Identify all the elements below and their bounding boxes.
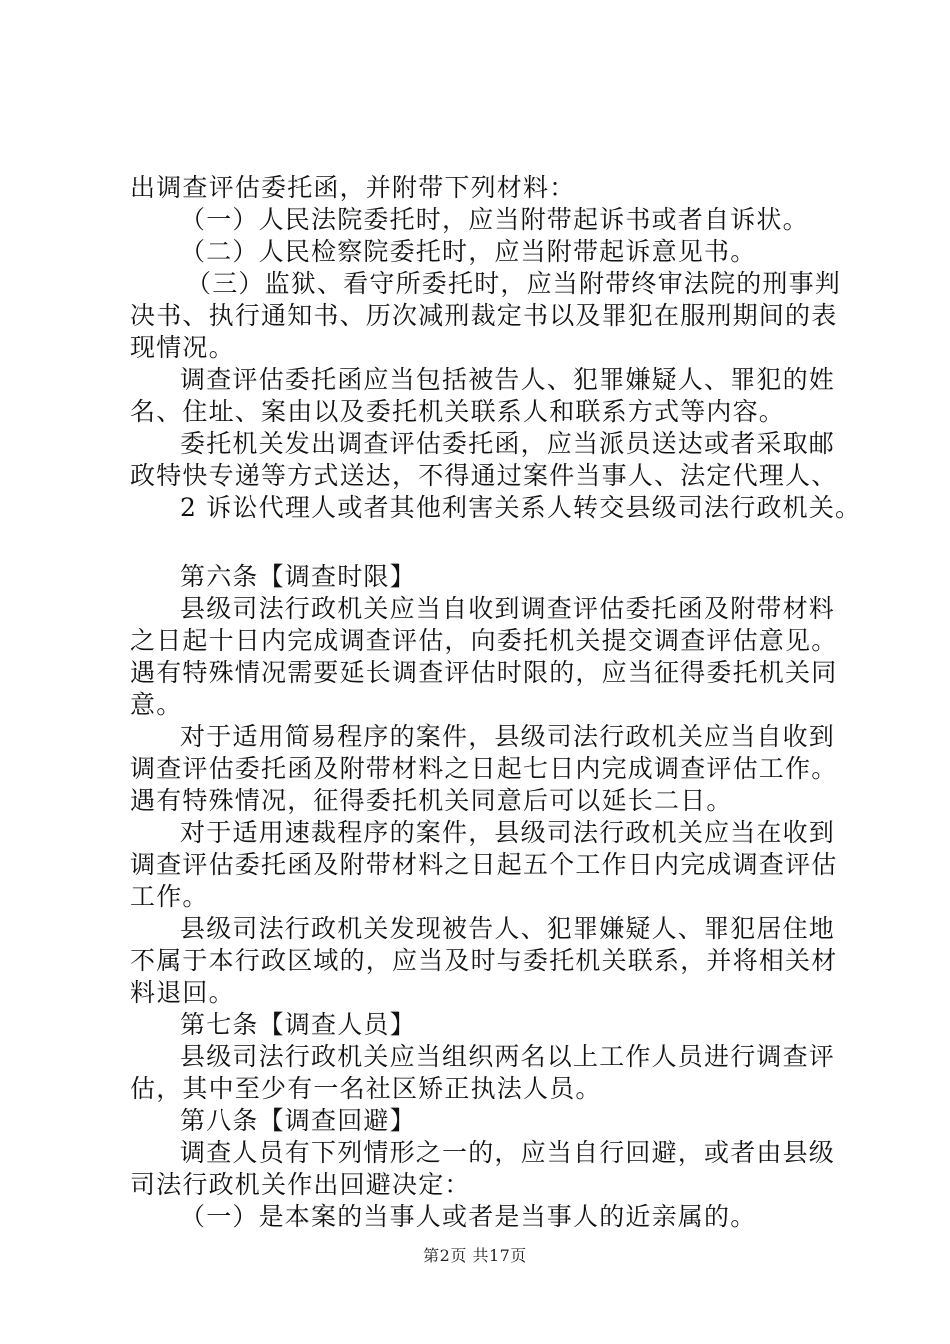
text-line: 遇有特殊情况，征得委托机关同意后可以延长二日。 (130, 786, 733, 815)
text-line: 意。 (130, 690, 183, 719)
text-line: 司法行政机关作出回避决定： (130, 1170, 471, 1199)
text-line: 工作。 (130, 882, 209, 911)
text-line: （二）人民检察院委托时，应当附带起诉意见书。 (180, 237, 757, 266)
page-number-footer: 第2页 共17页 (423, 1246, 527, 1265)
text-line: 调查评估委托函应当包括被告人、犯罪嫌疑人、罪犯的姓 (180, 365, 836, 394)
text-line: 调查评估委托函及附带材料之日起五个工作日内完成调查评估 (130, 850, 838, 879)
text-line: （一）人民法院委托时，应当附带起诉书或者自诉状。 (180, 205, 809, 234)
section-heading: 第七条【调查人员】 (180, 1010, 416, 1039)
text-line: （一）是本案的当事人或者是当事人的近亲属的。 (180, 1202, 757, 1231)
text-line: 委托机关发出调查评估委托函，应当派员送达或者采取邮 (180, 429, 836, 458)
text-line: 政特快专递等方式送达，不得通过案件当事人、法定代理人、 (130, 461, 838, 490)
text-line: 调查人员有下列情形之一的，应当自行回避，或者由县级 (180, 1138, 836, 1167)
text-line: 调查评估委托函及附带材料之日起七日内完成调查评估工作。 (130, 754, 838, 783)
text-line: 决书、执行通知书、历次减刑裁定书以及罪犯在服刑期间的表 (130, 301, 838, 330)
text-line: 估，其中至少有一名社区矫正执法人员。 (130, 1074, 602, 1103)
text-line: 之日起十日内完成调查评估，向委托机关提交调查评估意见。 (130, 626, 838, 655)
text-line: 不属于本行政区域的，应当及时与委托机关联系，并将相关材 (130, 946, 838, 975)
text-line: 县级司法行政机关应当自收到调查评估委托函及附带材料 (180, 594, 836, 623)
text-line: （三）监狱、看守所委托时，应当附带终审法院的刑事判 (186, 269, 842, 298)
text-line: 料退回。 (130, 978, 235, 1007)
text-line: 对于适用简易程序的案件，县级司法行政机关应当自收到 (180, 722, 836, 751)
text-line: 出调查评估委托函，并附带下列材料： (130, 173, 576, 202)
paragraph-gap (130, 524, 850, 561)
document-body (130, 172, 862, 1233)
text-line: 遇有特殊情况需要延长调查评估时限的，应当征得委托机关同 (130, 658, 838, 687)
text-line: 县级司法行政机关应当组织两名以上工作人员进行调查评 (180, 1042, 836, 1071)
text-line: 对于适用速裁程序的案件，县级司法行政机关应当在收到 (180, 818, 836, 847)
section-heading: 第六条【调查时限】 (180, 562, 416, 591)
text-line: 现情况。 (130, 333, 235, 362)
text-line: 县级司法行政机关发现被告人、犯罪嫌疑人、罪犯居住地 (180, 914, 836, 943)
section-heading: 第八条【调查回避】 (180, 1106, 416, 1135)
text-line: 名、住址、案由以及委托机关联系人和联系方式等内容。 (130, 397, 786, 426)
text-line: 2 诉讼代理人或者其他利害关系人转交县级司法行政机关。 (180, 493, 862, 522)
